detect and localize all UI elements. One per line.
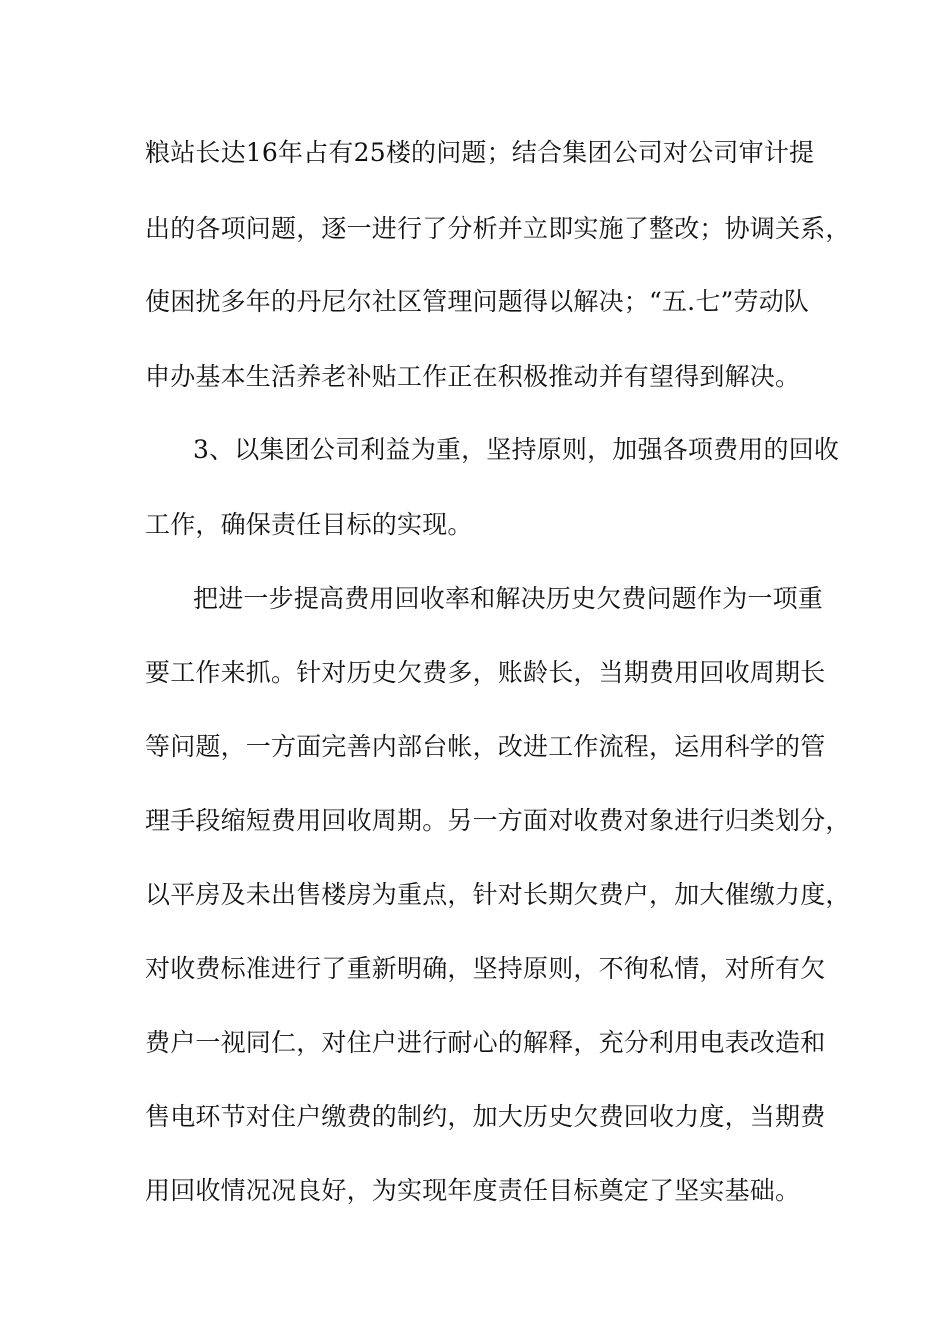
text-line: 要工作来抓。针对历史欠费多，账龄长，当期费用回收周期长 <box>145 658 826 687</box>
paragraph-start: 把进一步提高费用回收率和解决历史欠费问题作为一项重 <box>193 584 824 613</box>
text-line: 申办基本生活养老补贴工作正在积极推动并有望得到解决。 <box>145 362 801 391</box>
section-heading: 3、以集团公司利益为重，坚持原则，加强各项费用的回收 <box>193 435 840 464</box>
text-line: 等问题，一方面完善内部台帐，改进工作流程，运用科学的管 <box>145 732 826 761</box>
text-line: 工作，确保责任目标的实现。 <box>145 510 473 539</box>
text-line: 以平房及未出售楼房为重点，针对长期欠费户，加大催缴力度， <box>145 880 851 909</box>
text-line: 粮站长达16年占有25楼的问题；结合集团公司对公司审计提 <box>145 138 815 167</box>
text-line: 出的各项问题，逐一进行了分析并立即实施了整改；协调关系， <box>145 214 851 243</box>
text-line: 用回收情况况良好，为实现年度责任目标奠定了坚实基础。 <box>145 1176 801 1205</box>
text-line: 售电环节对住户缴费的制约，加大历史欠费回收力度，当期费 <box>145 1102 826 1131</box>
text-line: 费户一视同仁，对住户进行耐心的解释，充分利用电表改造和 <box>145 1028 826 1057</box>
text-line: 使困扰多年的丹尼尔社区管理问题得以解决；“五.七”劳动队 <box>145 287 810 316</box>
text-line: 对收费标准进行了重新明确，坚持原则，不徇私情，对所有欠 <box>145 954 826 983</box>
text-line: 理手段缩短费用回收周期。另一方面对收费对象进行归类划分， <box>145 806 851 835</box>
